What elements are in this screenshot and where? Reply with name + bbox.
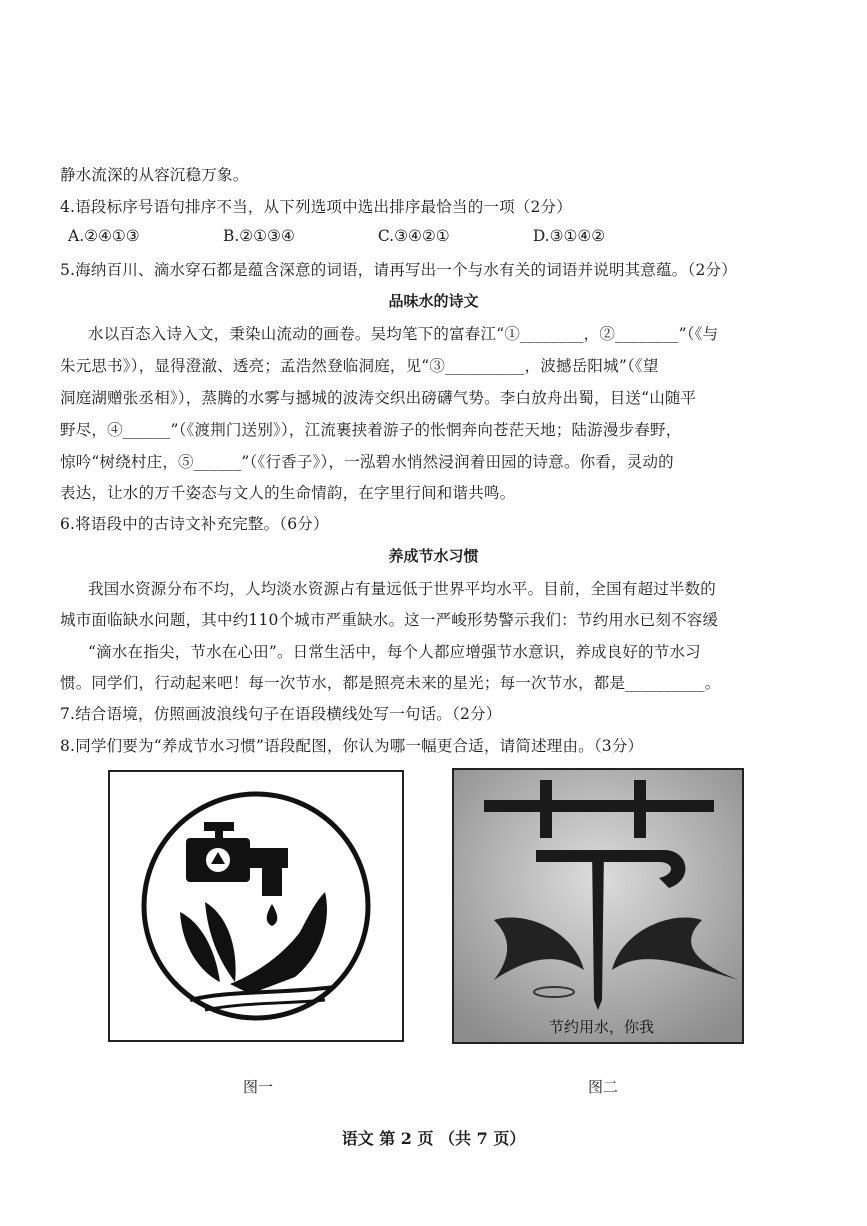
water-paragraph-line: 我国水资源分布不均，人均淡水资源占有量远低于世界平均水平。目前，全国有超过半数的	[88, 580, 717, 598]
poetry-paragraph-line: 朱元思书》），显得澄澈、透亮；孟浩然登临洞庭，见“③__________，波撼岳阳城”（《望	[60, 357, 659, 375]
question-7: 7.结合语境，仿照画波浪线句子在语段横线处写一句话。（2分）	[60, 705, 502, 723]
question-5: 5.海纳百川、滴水穿石都是蕴含深意的词语，请再写出一个与水有关的词语并说明其意蕴。（2分）	[60, 261, 737, 279]
option-a: A.②④①③	[68, 227, 140, 245]
poetry-paragraph-line: 野尽，④______”（《渡荆门送别》），江流裹挟着游子的怅惘奔向苍茫天地；陆游漫步春野，	[60, 421, 682, 439]
calligraphy-jie-icon	[454, 770, 742, 1042]
figure-1	[108, 770, 404, 1042]
poetry-paragraph-line: 表达，让水的万千姿态与文人的生命情韵，在字里行间和谐共鸣。	[60, 484, 516, 502]
figure-1-caption: 图一	[243, 1078, 274, 1096]
option-c: C.③④②①	[377, 227, 450, 245]
option-d: D.③①④②	[532, 227, 606, 245]
water-paragraph-line: 惯。同学们，行动起来吧！每一次节水，都是照亮未来的星光；每一次节水，都是__________。	[60, 674, 721, 692]
page-footer: 语文 第 2 页 （共 7 页）	[341, 1129, 526, 1148]
figure-2-slogan: 节约用水，你我	[549, 1018, 655, 1036]
poetry-paragraph-line: 洞庭湖赠张丞相》），蒸腾的水雾与撼城的波涛交织出磅礴气势。李白放舟出蜀，目送“山随平	[60, 389, 697, 407]
question-6: 6.将语段中的古诗文补充完整。（6分）	[60, 515, 329, 533]
question-4-options	[68, 227, 807, 245]
figure-2-caption: 图二	[588, 1078, 619, 1096]
water-paragraph-line: 城市面临缺水问题，其中约110个城市严重缺水。这一严峻形势警示我们：节约用水已刻不容缓	[60, 611, 719, 629]
poetry-paragraph-line: 惊吟“树绕村庄，⑤______”（《行香子》），一泓碧水悄然浸润着田园的诗意。你看，灵动的	[60, 453, 674, 471]
poetry-paragraph-line: 水以百态入诗入文，秉染山流动的画卷。吴均笔下的富春江“①________，②________”（《与	[88, 325, 719, 343]
figure-2	[452, 768, 744, 1044]
section-title-water-saving: 养成节水习惯	[388, 547, 479, 565]
water-saving-logo-icon	[110, 772, 402, 1040]
section-title-poetry: 品味水的诗文	[388, 292, 479, 310]
water-paragraph-line: “滴水在指尖，节水在心田”。日常生活中，每个人都应增强节水意识，养成良好的节水习	[88, 643, 701, 661]
text-line-intro: 静水流深的从容沉稳万象。	[60, 166, 249, 184]
question-4: 4.语段标序号语句排序不当，从下列选项中选出排序最恰当的一项（2分）	[60, 198, 572, 216]
option-b: B.②①③④	[222, 227, 295, 245]
question-8: 8.同学们要为“养成节水习惯”语段配图，你认为哪一幅更合适，请简述理由。（3分）	[60, 737, 644, 755]
